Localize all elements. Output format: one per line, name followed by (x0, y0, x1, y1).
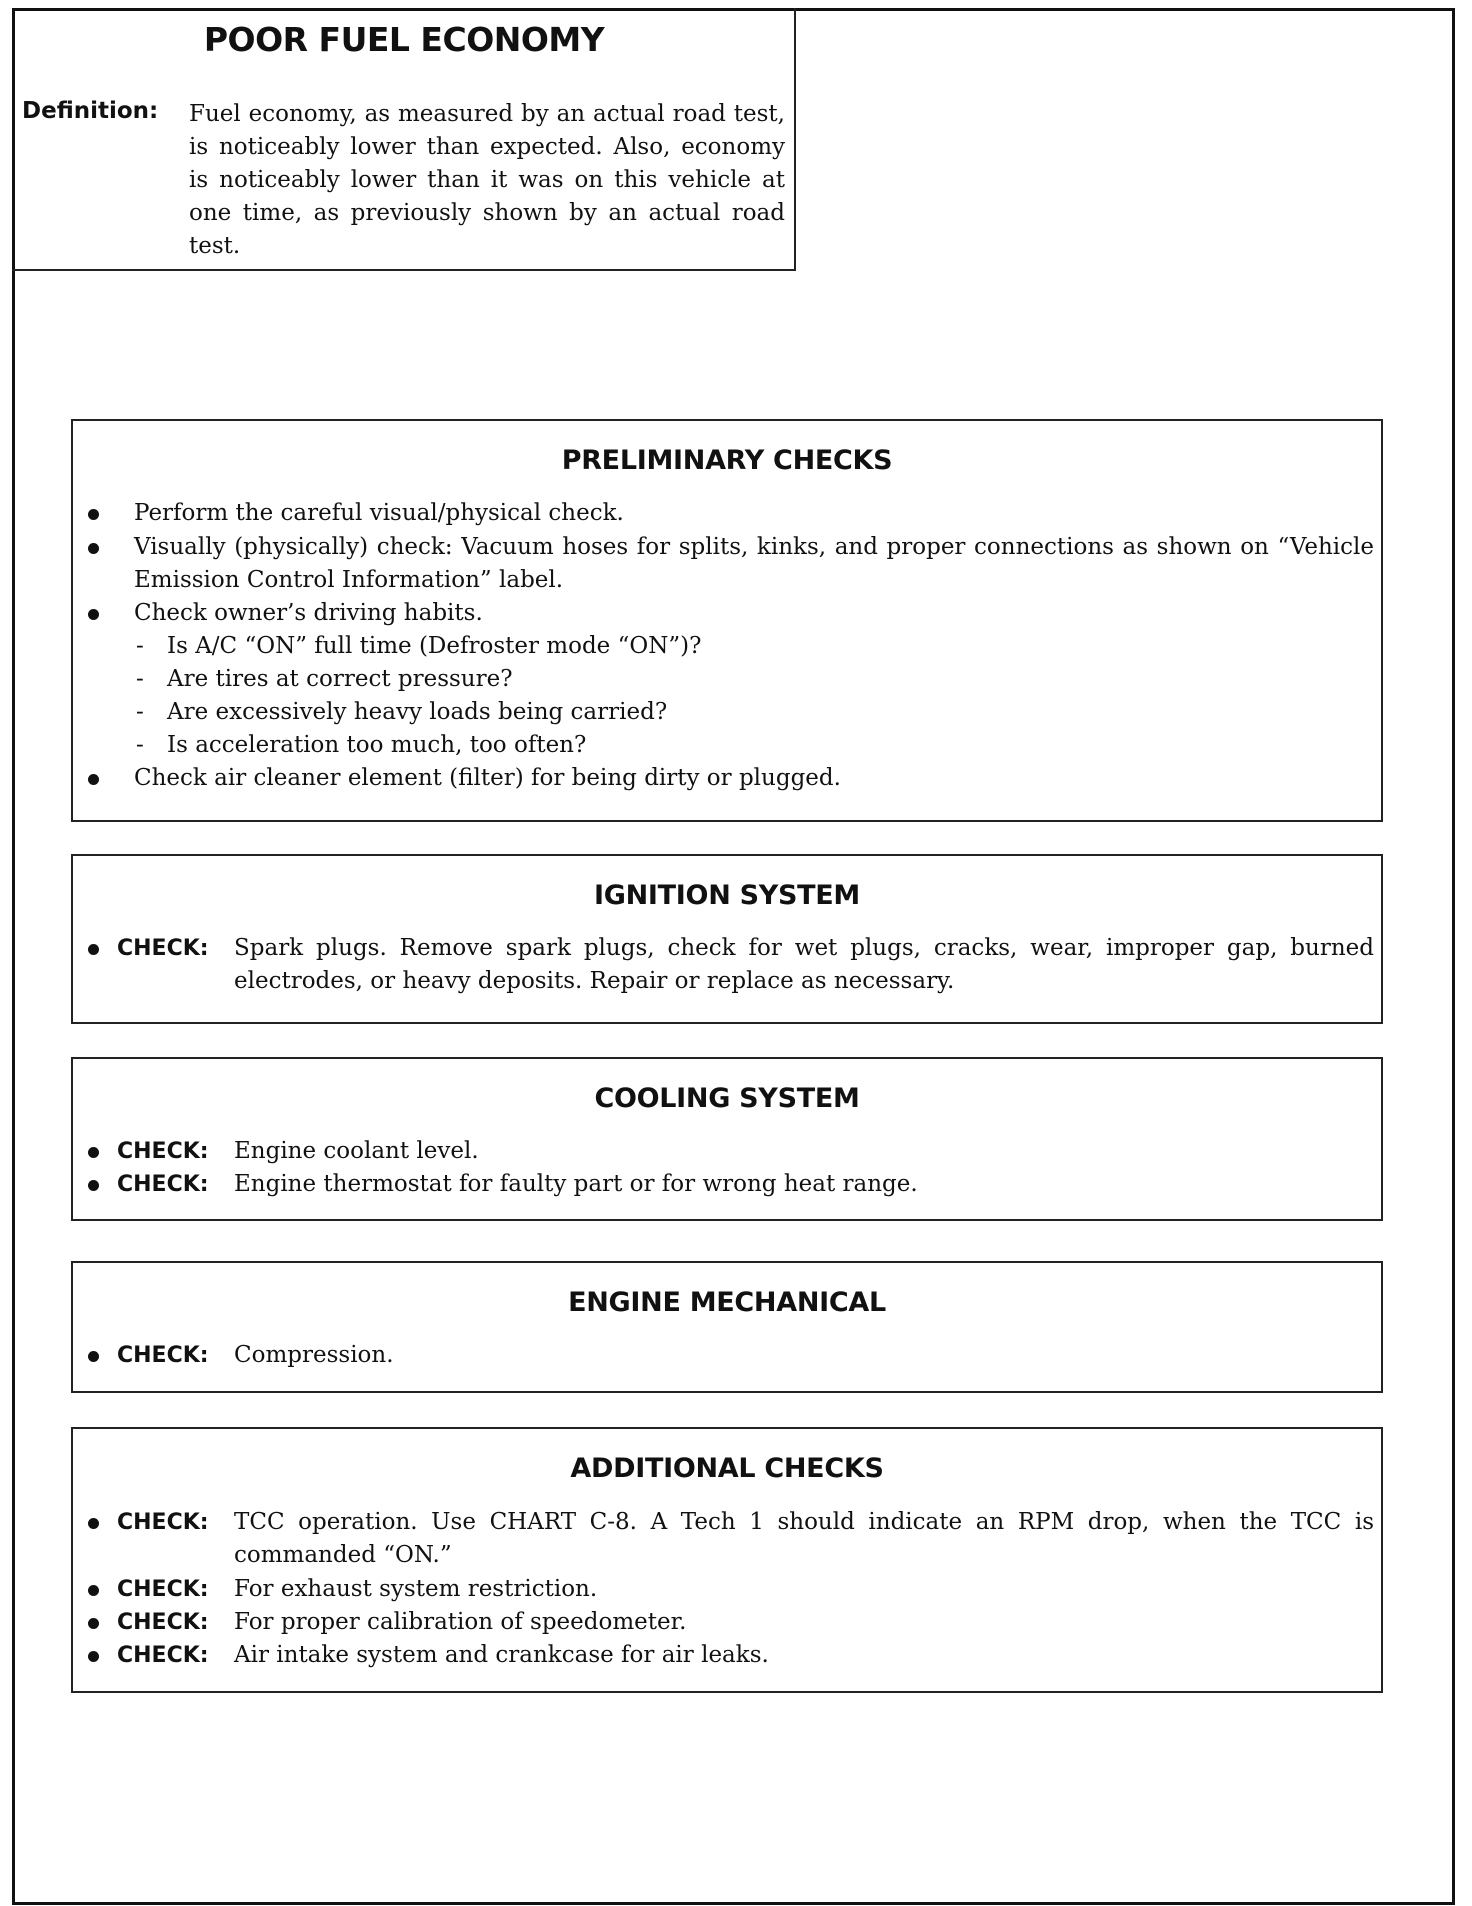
definition-text: Fuel economy, as measured by an actual road test, is noticeably lower than expected. Also, economy is noticeably lower than it was on this vehicle at one time, as previously shown by an actual road test. (189, 101, 785, 259)
sub-list-item: Are excessively heavy loads being carried? (167, 699, 668, 725)
additional-checks-heading: ADDITIONAL CHECKS (570, 1453, 884, 1484)
dash-icon: - (136, 699, 144, 725)
bullet-icon (88, 1585, 99, 1596)
check-text: Engine coolant level. (234, 1138, 479, 1164)
dash-icon: - (136, 633, 144, 659)
bullet-icon (88, 944, 99, 955)
bullet-icon (88, 609, 99, 620)
list-item: Check owner’s driving habits. (134, 600, 483, 626)
cooling-system-box (71, 1057, 1383, 1221)
check-label: CHECK: (117, 1172, 209, 1197)
sub-list-item: Is acceleration too much, too often? (167, 732, 587, 758)
list-item: Perform the careful visual/physical check. (134, 500, 624, 526)
check-text: TCC operation. Use CHART C-8. A Tech 1 should indicate an RPM drop, when the TCC is commanded “ON.” (234, 1509, 1374, 1568)
check-text: Engine thermostat for faulty part or for wrong heat range. (234, 1171, 918, 1197)
bullet-icon (88, 1147, 99, 1158)
sub-list-item: Are tires at correct pressure? (167, 666, 513, 692)
page-title: POOR FUEL ECONOMY (203, 20, 605, 59)
bullet-icon (88, 774, 99, 785)
bullet-icon (88, 1518, 99, 1529)
check-label: CHECK: (117, 936, 209, 961)
engine-mechanical-heading: ENGINE MECHANICAL (568, 1287, 886, 1318)
list-item: Visually (physically) check: Vacuum hoses for splits, kinks, and proper connections as shown on “Vehicle Emission Control Information” label. (134, 534, 1374, 593)
bullet-icon (88, 543, 99, 554)
bullet-icon (88, 1651, 99, 1662)
definition-label: Definition: (22, 98, 159, 124)
check-text: Compression. (234, 1342, 394, 1368)
dash-icon: - (136, 666, 144, 692)
additional-checks-box (71, 1427, 1383, 1693)
cooling-system-heading: COOLING SYSTEM (594, 1083, 860, 1114)
bullet-icon (88, 1618, 99, 1629)
check-text: Air intake system and crankcase for air leaks. (234, 1642, 769, 1668)
check-text: Spark plugs. Remove spark plugs, check for wet plugs, cracks, wear, improper gap, burned electrodes, or heavy deposits. Repair or replace as necessary. (234, 935, 1374, 994)
preliminary-checks-heading: PRELIMINARY CHECKS (561, 445, 893, 476)
ignition-system-box (71, 854, 1383, 1024)
check-label: CHECK: (117, 1643, 209, 1668)
bullet-icon (88, 1180, 99, 1191)
sub-list-item: Is A/C “ON” full time (Defroster mode “ON”)? (167, 633, 702, 659)
check-text: For exhaust system restriction. (234, 1576, 598, 1602)
list-item: Check air cleaner element (filter) for being dirty or plugged. (134, 765, 841, 791)
title-box (12, 8, 796, 271)
dash-icon: - (136, 732, 144, 758)
preliminary-checks-box (71, 419, 1383, 822)
ignition-system-heading: IGNITION SYSTEM (594, 880, 860, 911)
check-label: CHECK: (117, 1139, 209, 1164)
check-label: CHECK: (117, 1610, 209, 1635)
check-text: For proper calibration of speedometer. (234, 1609, 687, 1635)
engine-mechanical-box (71, 1261, 1383, 1393)
check-label: CHECK: (117, 1577, 209, 1602)
check-label: CHECK: (117, 1343, 209, 1368)
bullet-icon (88, 509, 99, 520)
bullet-icon (88, 1351, 99, 1362)
check-label: CHECK: (117, 1510, 209, 1535)
